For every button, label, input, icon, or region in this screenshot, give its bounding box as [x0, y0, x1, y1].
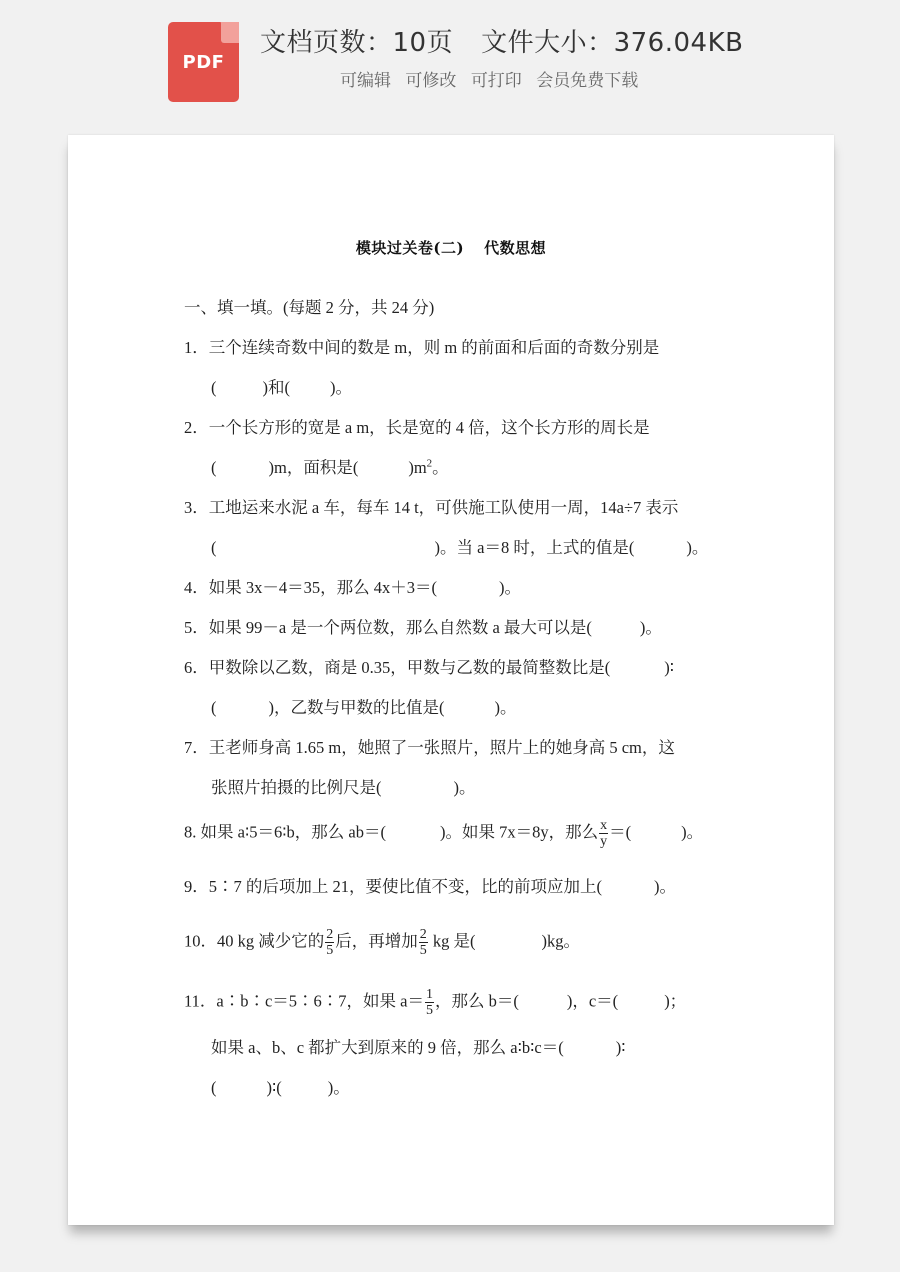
page-count: 文档页数：10页: [260, 28, 454, 58]
pdf-icon-label: PDF: [182, 52, 225, 73]
page-title: [68, 237, 834, 258]
pdf-corner-fold: [221, 22, 239, 43]
fraction-x-over-y: $\frac{x}{y}$: [600, 818, 608, 849]
fraction-two-fifths-2: $\frac{2}{5}$: [419, 927, 427, 958]
file-info: [260, 22, 771, 59]
title-sub: 代数思想: [484, 239, 547, 257]
feature-printable: 可打印: [470, 71, 522, 91]
section-heading: 一、填一填。(每题 2 分，共 24 分): [184, 298, 435, 317]
question-3-line-1: 3．工地运来水泥 a 车，每车 14 t，可供施工队使用一周，14a÷7 表示: [184, 498, 679, 517]
question-11-line-2: 如果 a、b、c 都扩大到原来的 9 倍，那么 a∶b∶c＝( )∶: [211, 1038, 626, 1057]
question-2-line-1: 2．一个长方形的宽是 a m，长是宽的 4 倍，这个长方形的周长是: [184, 418, 650, 437]
question-3-line-2: ( )。当 a＝8 时，上式的值是( )。: [211, 538, 709, 557]
question-7-line-2: 张照片拍摄的比例尺是( )。: [211, 778, 476, 797]
download-header: [0, 0, 900, 120]
question-6-line-2: ( )，乙数与甲数的比值是( )。: [211, 698, 517, 717]
question-8: 8. 如果 a∶5＝6∶b，那么 ab＝( )。如果 7x＝8y，那么 $\frac{x}{y}$ ＝( )。: [184, 818, 704, 849]
fraction-two-fifths-1: $\frac{2}{5}$: [326, 927, 334, 958]
feature-list: [340, 66, 647, 91]
question-2-line-2: ( )m，面积是( )$m^2$。: [211, 457, 449, 477]
question-7-line-1: 7．王老师身高 1.65 m，她照了一张照片，照片上的她身高 5 cm，这: [184, 738, 675, 757]
feature-editable: 可编辑: [340, 71, 391, 91]
feature-member-download: 会员免费下载: [536, 71, 639, 91]
question-11-line-1: 11．a∶b∶c＝5∶6∶7，如果 a＝ $\frac{1}{5}$ ，那么 b＝( )，c＝( )；: [184, 987, 687, 1018]
question-4: 4．如果 3x－4＝35，那么 4x＋3＝( )。: [184, 578, 521, 597]
question-9: 9．5∶7 的后项加上 21，要使比值不变，比的前项应加上( )。: [184, 877, 676, 896]
question-10: 10．40 kg 减少它的 $\frac{2}{5}$ 后，再增加 $\frac{2}{5}$ kg 是( )kg。: [184, 927, 580, 958]
fraction-one-fifth: $\frac{1}{5}$: [425, 987, 433, 1018]
feature-modifiable: 可修改: [405, 71, 457, 91]
question-5: 5．如果 99－a 是一个两位数，那么自然数 a 最大可以是( )。: [184, 618, 662, 637]
question-6-line-1: 6．甲数除以乙数，商是 0.35，甲数与乙数的最简整数比是( )∶: [184, 658, 675, 677]
title-main: 模块过关卷(二): [355, 239, 465, 257]
file-size: 文件大小：376.04KB: [481, 28, 744, 58]
question-1-line-2: ( )和( )。: [211, 378, 352, 397]
question-1-line-1: 1．三个连续奇数中间的数是 m，则 m 的前面和后面的奇数分别是: [184, 338, 660, 357]
question-11-line-3: ( )∶( )。: [211, 1078, 350, 1097]
document-page: [68, 135, 834, 1225]
